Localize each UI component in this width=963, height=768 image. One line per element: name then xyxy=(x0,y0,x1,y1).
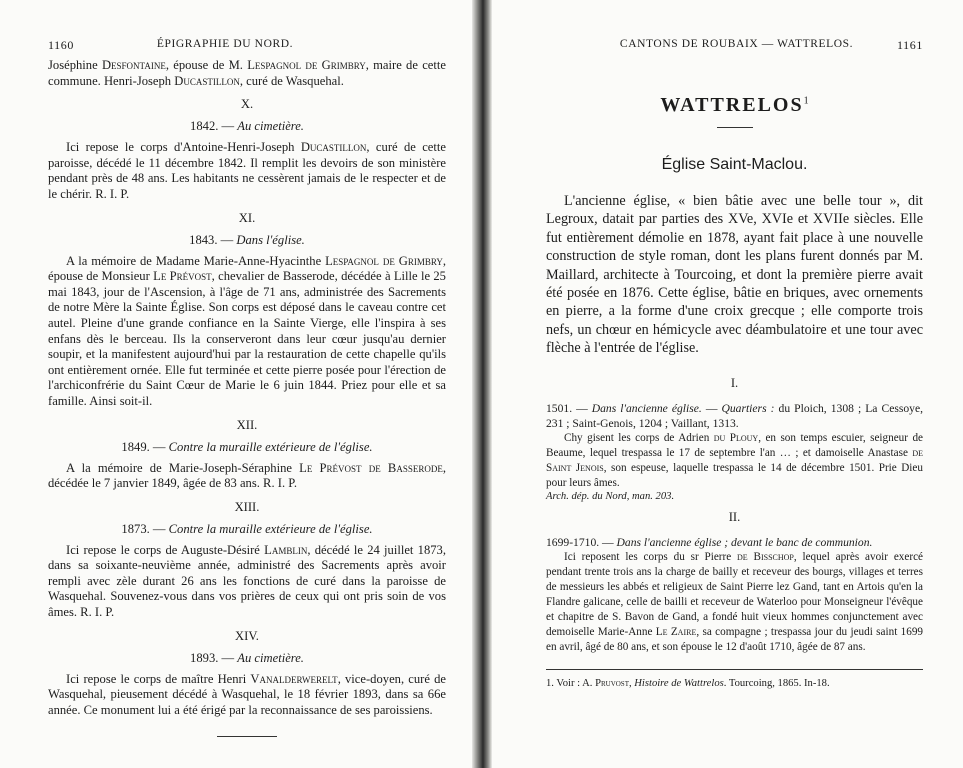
section-numeral: XIII. xyxy=(234,499,260,514)
inscription-text: Ici repose le corps d'Antoine-Henri-Joseph Ducastillon, curé de cette paroisse, décédé le 11 décembre 1842. Il remplit les devoirs de son ministère pendant près de 48 ans. Les habitants ne cessèrent jamais de le respecter et de le chérir. R. I. P. xyxy=(48,140,446,201)
running-title: ÉPIGRAPHIE DU NORD. xyxy=(156,38,294,50)
book-gutter xyxy=(472,0,492,768)
continuation-text: Joséphine Desfontaine, épouse de M. Lespagnol de Grimbry, maire de cette commune. Henri-Joseph Ducastillon, curé de Wasquehal. xyxy=(48,58,446,88)
running-title: CANTONS DE ROUBAIX — WATTRELOS. xyxy=(619,38,854,50)
page-number: 1160 xyxy=(48,38,74,52)
inscription-text: A la mémoire de Madame Marie-Anne-Hyacinthe Lespagnol de Grimbry, épouse de Monsieur Le Prévost, chevalier de Basserode, décédée à Lille le 25 mai 1843, jour de l'Ascension, à l'âge de 71 ans, administrée des Sacrements de notre Mère la Sainte Église. Son corps est déposé dans le caveau contre cet autel. Pleine d'une grande confiance en la Sainte Vierge, elle l'inspira à ses enfans dès le berceau. Ils la conserveront dans leur cœur jusqu'au dernier soupir, et la manifestent aujourd'hui par la restauration de cette chapelle qu'ils ont entièrement ornée. Elle fut terminée et cette pierre posée pour l'érection de l'archiconfrérie du Saint Cœur de Marie le 6 juin 1844. Priez pour elle et sa famille. Ainsi soit-il. xyxy=(48,253,446,408)
entry-heading: 1699-1710. — Dans l'ancienne église ; devant le banc de communion. xyxy=(546,535,873,549)
footnote-rule xyxy=(546,669,923,670)
footnote-marker: 1 xyxy=(803,95,809,107)
entry-heading: 1849. — Contre la muraille extérieure de l'église. xyxy=(121,439,373,454)
inscription-text: Ici repose le corps de Auguste-Désiré Lamblin, décédé le 24 juillet 1873, dans sa soixante-neuvième année, administré des Sacrements après avoir rempli avec zèle durant 26 ans les fonctions de curé dans la paroisse de Wasquehal. Souvenez-vous dans vos prières de ceux qui ont pris soin de vos âmes. R. I. P. xyxy=(48,542,446,620)
section-numeral: XII. xyxy=(236,417,258,432)
entry-heading: 1893. — Au cimetière. xyxy=(190,650,304,665)
entry-heading: 1843. — Dans l'église. xyxy=(189,232,305,247)
section-numeral: I. xyxy=(730,375,739,390)
inscription-text: Ici reposent les corps du sr Pierre de Bisschop, lequel après avoir exercé pendant trente trois ans la charge de bailly et receveur des bourgs, villages et terres de messieurs les abbés et religieux de Saint Pierre lez Gand, tant en Artois qu'en la Flandre galicane, celle de bailli et receveur de Waterloo pour Monseigneur l'évêque et chapitre de S. Bavon de Gand, a fondé huit vieux hommes conjunctement avec demoiselle Marie-Anne Le Zaire, sa compagne ; trespassa jour du jeudi saint 1699 en avril, âgé de 80 ans, et son épouse le 12 d'août 1710, âgée de 87 ans. xyxy=(546,550,924,653)
inscription-text: Chy gisent les corps de Adrien du Plouy, en son temps escuier, seigneur de Beaume, lequel trespassa le 17 de septembre l'an … ; et damoiselle Anastase de Saint Jenois, son espeuse, laquelle trespassa le 14 de décembre 1501. Prie Dieu pour leurs âmes. xyxy=(546,431,924,489)
entry-heading: 1842. — Au cimetière. xyxy=(190,119,304,134)
source-citation: Arch. dép. du Nord, man. 203. xyxy=(546,490,675,502)
right-page xyxy=(492,0,963,768)
left-header xyxy=(48,38,446,58)
inscription-text: Ici repose le corps de maître Henri Vanalderwerelt, vice-doyen, curé de Wasquehal, pieusement décédé à Wasquehal, le 18 février 1893, dans sa 66e année. Ce monument lui a été érigé par la reconnaissance de ses paroissiens. xyxy=(48,671,446,717)
end-rule xyxy=(217,736,277,737)
section-numeral: X. xyxy=(240,97,254,112)
section-numeral: XIV. xyxy=(235,628,259,643)
church-subtitle: Église Saint-Maclou. xyxy=(661,156,808,173)
section-numeral: XI. xyxy=(238,210,256,225)
title-rule xyxy=(717,127,753,128)
intro-paragraph: L'ancienne église, « bien bâtie avec une belle tour », dit Legroux, datait par parties des XVe, XVIe et XVIIe siècles. Elle fut entièrement démolie en 1878, ayant fait place à une nouvelle construction de style roman, dont les plans furent donnés par M. Maillard, architecte à Tourcoing, et dont la première pierre avait été posée en 1876. Cette église, bâtie en briques, avec ornements en pierre, a la forme d'une croix grecque ; elle comporte trois nefs, un chœur en hémicycle avec déambulatoire et une tour avec flèche à l'entrée de l'église. xyxy=(546,193,923,357)
footnote: 1. Voir : A. Pruvost, Histoire de Wattrelos. Tourcoing, 1865. In-18. xyxy=(546,677,830,689)
entry-heading: 1501. — Dans l'ancienne église. — Quartiers : du Ploich, 1308 ; La Cessoye, 231 ; Saint-Genois, 1204 ; Vaillant, 1313. xyxy=(546,401,924,430)
section-numeral: II. xyxy=(728,509,741,524)
right-header xyxy=(546,38,923,58)
inscription-text: A la mémoire de Marie-Joseph-Séraphine Le Prévost de Basserode, décédée le 7 janvier 1849, âgée de 83 ans. R. I. P. xyxy=(48,460,446,491)
page-number: 1161 xyxy=(897,38,923,52)
entry-heading: 1873. — Contre la muraille extérieure de l'église. xyxy=(121,521,373,536)
chapter-title: WATTRELOS$^1$ xyxy=(660,94,809,116)
left-page xyxy=(0,0,472,768)
